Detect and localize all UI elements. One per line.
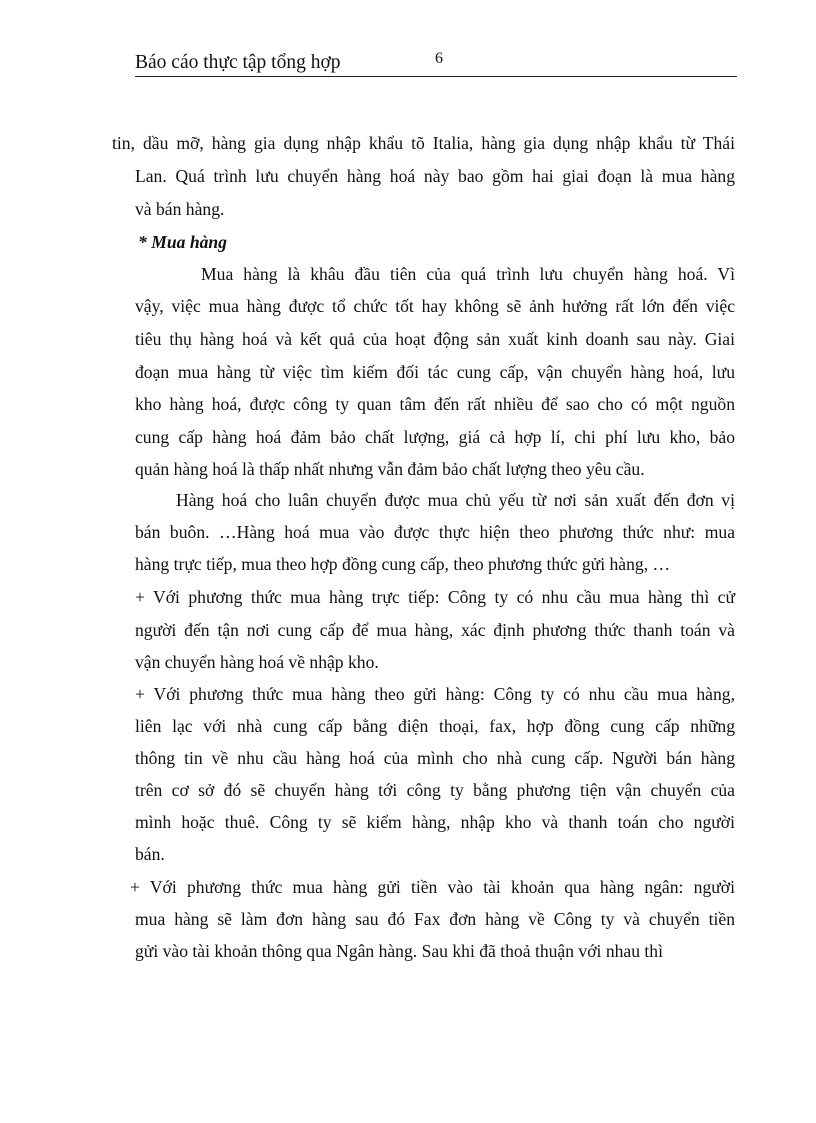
paragraph-line: cung cấp hàng hoá đảm bảo chất lượng, giá cả hợp lí, chi phí lưu kho, bảo (135, 427, 735, 447)
paragraph-line: tiêu thụ hàng hoá và kết quả của hoạt động sản xuất kinh doanh sau này. Giai (135, 329, 735, 349)
paragraph-line: đoạn mua hàng từ việc tìm kiếm đối tác cung cấp, vận chuyển hàng hoá, lưu (135, 362, 735, 382)
paragraph-line: gửi vào tài khoản thông qua Ngân hàng. Sau khi đã thoả thuận với nhau thì (135, 941, 663, 961)
paragraph-line: quản hàng hoá là thấp nhất nhưng vẫn đảm bảo chất lượng theo yêu cầu. (135, 459, 645, 479)
paragraph-line: + Với phương thức mua hàng theo gửi hàng: Công ty có nhu cầu mua hàng, (135, 684, 735, 704)
page-header (135, 48, 737, 77)
paragraph-line: Hàng hoá cho luân chuyển được mua chủ yếu từ nơi sản xuất đến đơn vị (176, 490, 735, 510)
paragraph-line: tin, dầu mỡ, hàng gia dụng nhập khẩu tõ Italia, hàng gia dụng nhập khẩu từ Thái (112, 133, 735, 153)
paragraph-line: liên lạc với nhà cung cấp bằng điện thoại, fax, hợp đồng cung cấp những (135, 716, 735, 736)
paragraph-line: kho hàng hoá, được công ty quan tâm đến rất nhiều để sao cho có một nguồn (135, 394, 735, 414)
paragraph-line: mua hàng sẽ làm đơn hàng sau đó Fax đơn hàng về Công ty và chuyển tiền (135, 909, 735, 929)
paragraph-line: Lan. Quá trình lưu chuyển hàng hoá này bao gồm hai giai đoạn là mua hàng (135, 166, 735, 186)
paragraph-line: người đến tận nơi cung cấp để mua hàng, xác định phương thức thanh toán và (135, 620, 735, 640)
paragraph-line: Mua hàng là khâu đầu tiên của quá trình lưu chuyển hàng hoá. Vì (201, 264, 735, 284)
page-number: 6 (435, 50, 443, 67)
paragraph-line: và bán hàng. (135, 199, 225, 219)
header-title: Báo cáo thực tập tổng hợp (135, 52, 341, 73)
paragraph-line: + Với phương thức mua hàng trực tiếp: Công ty có nhu cầu mua hàng thì cử (135, 587, 735, 607)
paragraph-line: trên cơ sở đó sẽ chuyển hàng tới công ty bằng phương tiện vận chuyển của (135, 780, 735, 800)
paragraph-line: vậy, việc mua hàng được tổ chức tốt hay không sẽ ảnh hưởng rất lớn đến việc (135, 296, 735, 316)
paragraph-line: thông tin về nhu cầu hàng hoá của mình cho nhà cung cấp. Người bán hàng (135, 748, 735, 768)
paragraph-line: mình hoặc thuê. Công ty sẽ kiểm hàng, nhập kho và thanh toán cho người (135, 812, 735, 832)
paragraph-line: bán buôn. …Hàng hoá mua vào được thực hiện theo phương thức như: mua (135, 522, 735, 542)
paragraph-line: + Với phương thức mua hàng gửi tiền vào tài khoản qua hàng ngân: người (130, 877, 735, 897)
paragraph-line: bán. (135, 844, 165, 864)
section-heading: * Mua hàng (138, 232, 227, 252)
paragraph-line: vận chuyển hàng hoá về nhập kho. (135, 652, 379, 672)
paragraph-line: hàng trực tiếp, mua theo hợp đồng cung cấp, theo phương thức gửi hàng, … (135, 554, 671, 574)
